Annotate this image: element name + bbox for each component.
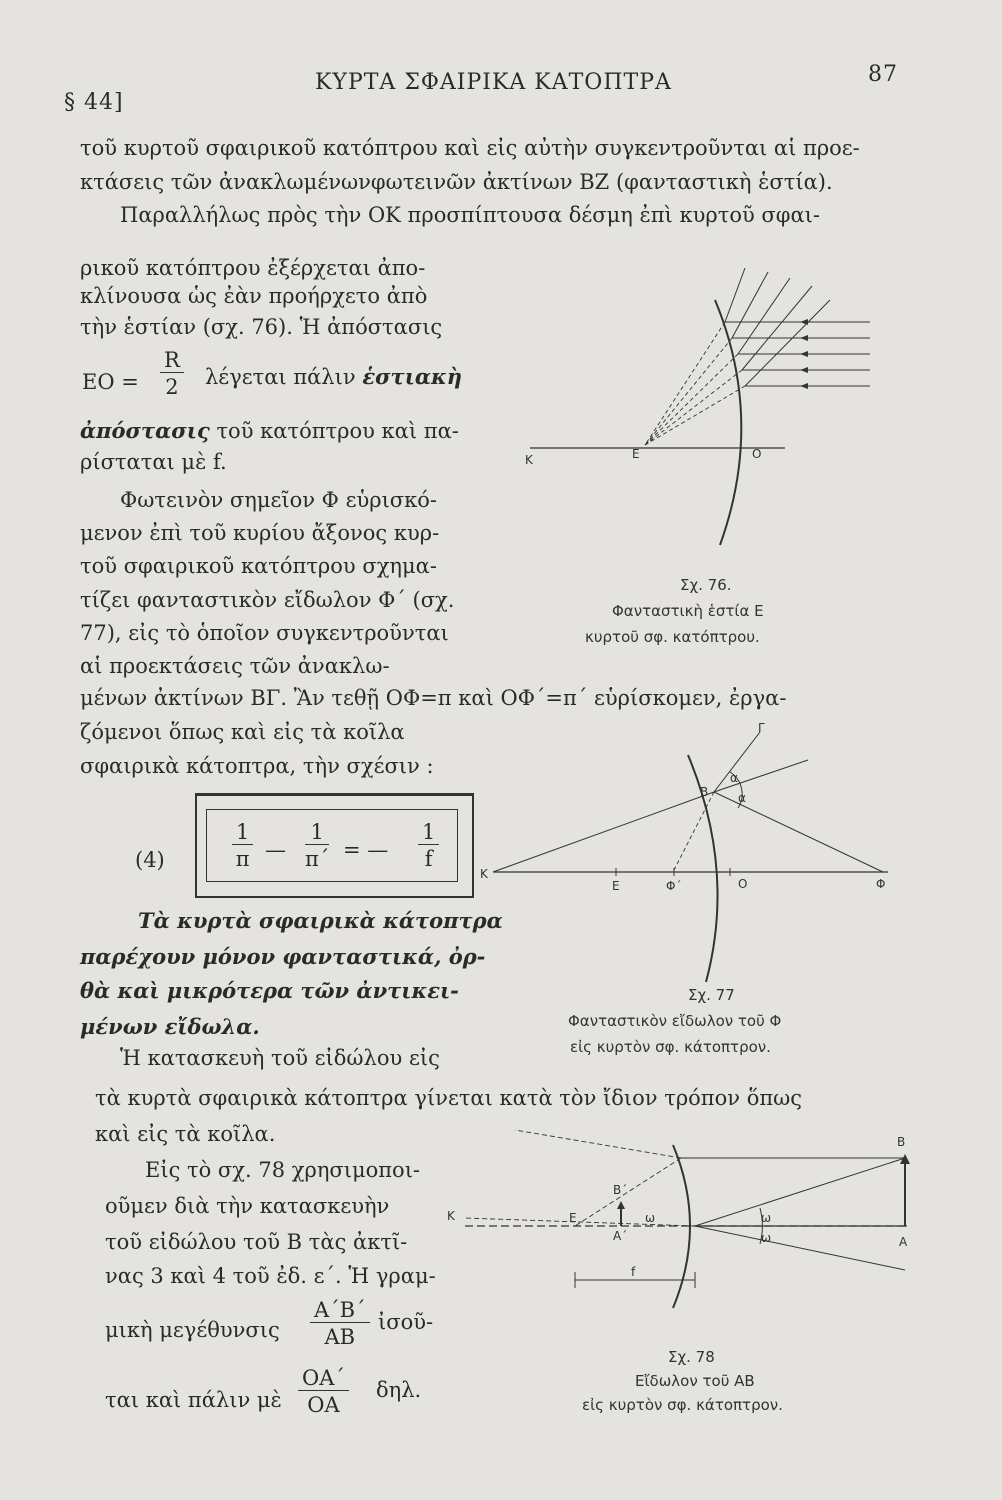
mirror-arc — [715, 300, 741, 545]
text-line-10: Φωτεινὸν σημεῖον Φ εὑρισκό- — [120, 488, 437, 512]
ray-to-center — [695, 1158, 905, 1226]
label-alpha-1: α — [730, 771, 738, 785]
oa-fraction — [298, 1366, 349, 1417]
text-line-3: Παραλλήλως πρὸς τὴν ΟΚ προσπίπτουσα δέσμη ἐπὶ κυρτοῦ σφαι- — [120, 203, 820, 227]
label-omega-3: ω — [761, 1231, 772, 1245]
label-b: Β — [897, 1135, 906, 1149]
label-o: Ο — [752, 447, 762, 461]
incident-rays — [725, 322, 870, 386]
label-b-prime: Β΄ — [613, 1183, 628, 1197]
fraction-denominator: 2 — [165, 375, 179, 399]
label-o: Ο — [738, 877, 748, 891]
label-a-prime: Α΄ — [613, 1229, 628, 1243]
text-line-22: Εἰς τὸ σχ. 78 χρησιμοποι- — [145, 1158, 421, 1182]
text-line-7-rest: λέγεται πάλιν — [205, 365, 356, 389]
text-line-4: ρικοῦ κατόπτρου ἐξέρχεται ἀπο- — [80, 256, 426, 280]
label-e: Ε — [632, 447, 640, 461]
eq-minus: — — [265, 838, 286, 862]
text-line-12: τοῦ σφαιρικοῦ κατόπτρου σχημα- — [80, 554, 437, 578]
fig76-caption-1: Σχ. 76. — [680, 576, 732, 594]
oa-den: ΟΑ — [307, 1393, 340, 1417]
text-line-18: σφαιρικὰ κάτοπτρα, τὴν σχέσιν : — [80, 754, 434, 778]
image-arrowhead — [617, 1201, 625, 1209]
label-e: Ε — [612, 879, 620, 893]
text-line-7 — [205, 366, 462, 388]
eq-frac-1 — [232, 820, 253, 871]
figure-77 — [478, 720, 918, 990]
oa-num: ΟΑ΄ — [298, 1366, 349, 1391]
label-focal: f — [631, 1265, 636, 1279]
fraction-numerator: R — [160, 348, 184, 373]
label-e: Ε — [569, 1211, 577, 1225]
term-focal: ἑστιακὴ — [362, 364, 463, 389]
page-number: 87 — [868, 62, 898, 87]
text-line-9: ρίσταται μὲ f. — [80, 450, 227, 474]
equation-number: (4) — [135, 848, 165, 872]
mag-den: ΑΒ — [324, 1325, 356, 1349]
ray-virtual-2 — [465, 1218, 695, 1226]
text-line-27-pre: ται καὶ πάλιν μὲ — [105, 1388, 282, 1412]
text-line-21: καὶ εἰς τὰ κοῖλα. — [95, 1122, 276, 1146]
statement-line-1: Τὰ κυρτὰ σφαιρικὰ κάτοπτρα — [138, 908, 503, 933]
label-k: Κ — [480, 867, 488, 881]
text-line-1: τοῦ κυρτοῦ σφαιρικοῦ κατόπτρου καὶ εἰς αὐτὴν συγκεντροῦνται αἱ προε- — [80, 136, 860, 160]
text-line-11: μενον ἐπὶ τοῦ κυρίου ἄξονος κυρ- — [80, 521, 440, 545]
text-line-26-post: ἰσοῦ- — [378, 1310, 434, 1334]
eq-den-1: π — [235, 847, 250, 871]
fig77-caption-2: Φανταστικὸν εἴδωλον τοῦ Φ — [568, 1012, 782, 1030]
statement-line-2: παρέχουν μόνον φανταστικά, ὀρ- — [80, 944, 486, 969]
text-line-15: αἱ προεκτάσεις τῶν ἀνακλω- — [80, 654, 390, 678]
text-line-14: 77), εἰς τὸ ὁποῖον συγκεντροῦνται — [80, 621, 449, 645]
fig76-caption-2: Φανταστικὴ ἑστία Ε — [612, 602, 764, 620]
text-line-8-rest: τοῦ κατόπτρου καὶ πα- — [216, 419, 459, 443]
magnification-fraction — [310, 1298, 370, 1349]
label-b: Β — [700, 785, 709, 799]
text-line-23: οῦμεν διὰ τὴν κατασκευὴν — [105, 1194, 390, 1218]
text-line-20: τὰ κυρτὰ σφαιρικὰ κάτοπτρα γίνεται κατὰ τὸν ἴδιον τρόπον ὅπως — [95, 1086, 803, 1110]
label-omega-1: ω — [645, 1211, 656, 1225]
fig77-caption-3: εἰς κυρτὸν σφ. κάτοπτρον. — [570, 1038, 771, 1056]
label-k: Κ — [525, 453, 533, 467]
ray-virtual-1 — [515, 1130, 681, 1158]
eq-num-1: 1 — [232, 820, 253, 845]
text-line-5: κλίνουσα ὡς ἐὰν προήρχετο ἀπὸ — [80, 284, 428, 308]
running-title: ΚΥΡΤΑ ΣΦΑΙΡΙΚΑ ΚΑΤΟΠΤΡΑ — [315, 70, 672, 95]
text-line-24: τοῦ εἰδώλου τοῦ Β τὰς ἀκτῖ- — [105, 1230, 408, 1254]
text-line-25: νας 3 καὶ 4 τοῦ ἐδ. ε΄. Ἡ γραμ- — [105, 1264, 436, 1288]
label-omega-2: ω — [761, 1211, 772, 1225]
eq-den-3: f — [424, 847, 433, 871]
fig76-caption-3: κυρτοῦ σφ. κατόπτρου. — [585, 628, 760, 646]
ray-reflected-low — [695, 1226, 905, 1270]
virtual-rays — [645, 322, 745, 445]
label-alpha-2: α — [738, 791, 746, 805]
virtual-ray — [674, 792, 714, 870]
fig78-caption-1: Σχ. 78 — [668, 1348, 715, 1366]
label-g: Γ — [758, 721, 765, 735]
text-line-17: ζόμενοι ὅπως καὶ εἰς τὰ κοῖλα — [80, 720, 405, 744]
eq-equals-minus: = — — [343, 838, 389, 862]
eq-num-3: 1 — [418, 820, 439, 845]
ray-virtual-3 — [575, 1158, 681, 1226]
text-line-16: μένων ἀκτίνων ΒΓ. Ἂν τεθῇ ΟΦ=π καὶ ΟΦ΄=π΄ εὑρίσκομεν, ἐργα- — [80, 686, 787, 710]
eo-label: ΕΟ = — [82, 370, 139, 394]
eq-den-2: π΄ — [305, 847, 330, 871]
eq-frac-3 — [418, 820, 439, 871]
label-k: Κ — [447, 1209, 455, 1223]
figure-78 — [445, 1130, 925, 1310]
text-line-2: κτάσεις τῶν ἀνακλωμένωνφωτεινῶν ἀκτίνων ΒΖ (φανταστικὴ ἑστία). — [80, 170, 833, 194]
fig78-caption-2: Εἴδωλον τοῦ ΑΒ — [635, 1372, 755, 1390]
text-line-26-pre: μικὴ μεγέθυνσις — [105, 1318, 280, 1342]
eq-frac-2 — [305, 820, 329, 871]
text-line-6: τὴν ἑστίαν (σχ. 76). Ἡ ἀπόστασις — [80, 315, 443, 339]
statement-line-4: μένων εἴδωλα. — [80, 1014, 260, 1039]
text-line-27-post: δηλ. — [376, 1378, 422, 1402]
eq-num-2: 1 — [305, 820, 329, 845]
reflected-rays — [725, 268, 830, 386]
label-f-prime: Φ΄ — [666, 879, 682, 893]
label-a: Α — [899, 1235, 908, 1249]
ray-reflected — [714, 760, 808, 792]
fig77-caption-1: Σχ. 77 — [688, 986, 735, 1004]
r-over-2-fraction — [160, 348, 184, 399]
section-ref: § 44] — [64, 90, 124, 115]
statement-line-3: θὰ καὶ μικρότερα τῶν ἀντικει- — [80, 978, 459, 1003]
fig78-caption-3: εἰς κυρτὸν σφ. κάτοπτρον. — [582, 1396, 783, 1414]
mag-num: Α΄Β΄ — [310, 1298, 370, 1323]
figure-76 — [520, 250, 880, 570]
term-distance: ἀπόστασις — [80, 418, 210, 443]
text-line-8 — [80, 420, 459, 442]
text-line-13: τίζει φανταστικὸν εἴδωλον Φ΄ (σχ. — [80, 588, 455, 612]
label-f: Φ — [876, 877, 886, 891]
ray-k — [493, 792, 714, 872]
text-line-19: Ἡ κατασκευὴ τοῦ εἰδώλου εἰς — [120, 1046, 440, 1070]
